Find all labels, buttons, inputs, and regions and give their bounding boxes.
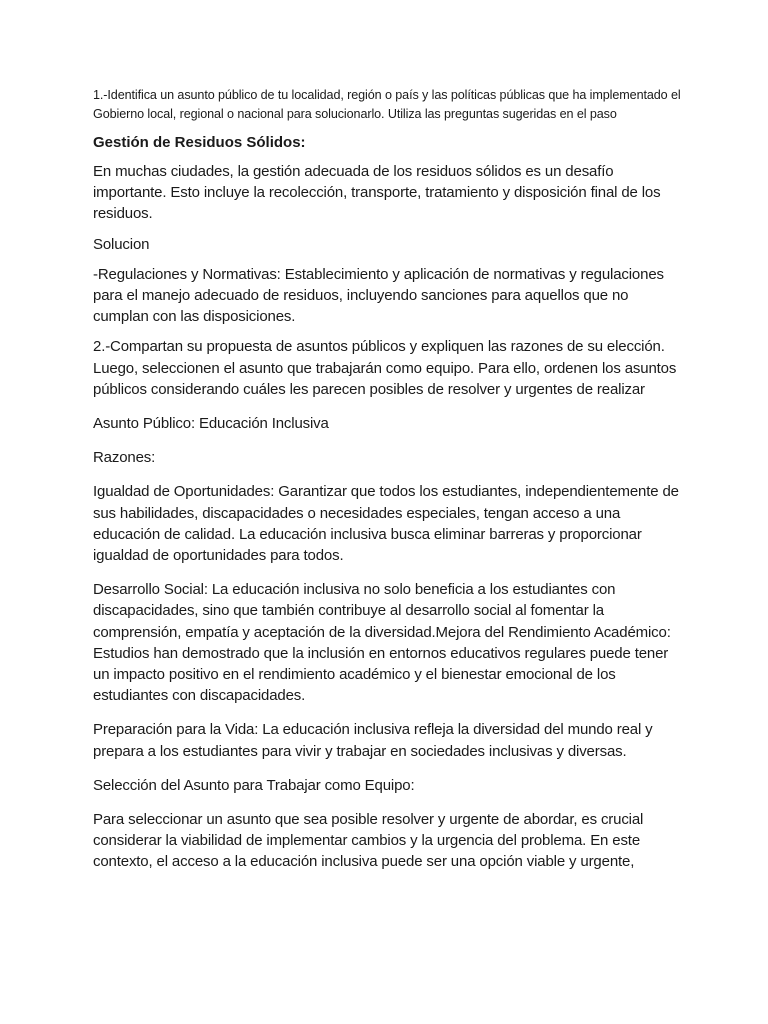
paragraph-question-2: 2.-Compartan su propuesta de asuntos públicos y expliquen las razones de su elección. Luego, seleccionen el asunto que trabajarán como equipo. Para ello, ordenen los asuntos públicos considerando cuáles les parecen posibles de resolver y urgentes de realizar [93, 338, 677, 398]
paragraph-equal-opportunities: Igualdad de Oportunidades: Garantizar que todos los estudiantes, independientemente de sus habilidades, discapacidades o necesidades especiales, tengan acceso a una educación de calidad. La educación inclusiva busca eliminar barreras y proporcionar igualdad de oportunidades para todos. [93, 483, 679, 565]
paragraph-public-issue: Asunto Público: Educación Inclusiva [93, 415, 329, 433]
section-heading: Gestión de Residuos Sólidos: [93, 134, 306, 151]
intro-question: 1.-Identifica un asunto público de tu localidad, región o país y las políticas públicas que ha implementado el Gobierno local, regional o nacional para solucionarlo. Utiliza las preguntas sugeridas en el paso [93, 88, 681, 121]
paragraph-life-preparation: Preparación para la Vida: La educación inclusiva refleja la diversidad del mundo real y prepara a los estudiantes para vivir y trabajar en sociedades inclusivas y diversas. [93, 721, 653, 760]
paragraph-selection-label: Selección del Asunto para Trabajar como Equipo: [93, 776, 415, 794]
paragraph-social-development: Desarrollo Social: La educación inclusiva no solo beneficia a los estudiantes con discapacidades, sino que también contribuye al desarrollo social al fomentar la comprensión, empatía y aceptación de la diversidad.Mejora del Rendimiento Académico: Estudios han demostrado que la inclusión en entornos educativos regulares puede tener un impacto positivo en el rendimiento académico y el bienestar emocional de los estudiantes con discapacidades. [93, 581, 671, 705]
paragraph-regulations: -Regulaciones y Normativas: Establecimiento y aplicación de normativas y regulaciones para el manejo adecuado de residuos, incluyendo sanciones para aquellos que no cumplan con las disposiciones. [93, 265, 664, 326]
paragraph-waste-challenge: En muchas ciudades, la gestión adecuada de los residuos sólidos es un desafío importante. Esto incluye la recolección, transporte, tratamiento y disposición final de los residuos. [93, 163, 661, 223]
paragraph-solution-label: Solucion [93, 235, 150, 253]
paragraph-reasons-label: Razones: [93, 449, 156, 467]
paragraph-selection-text: Para seleccionar un asunto que sea posible resolver y urgente de abordar, es crucial considerar la viabilidad de implementar cambios y la urgencia del problema. En este contexto, el acceso a la educación inclusiva puede ser una opción viable y urgente, [93, 811, 644, 871]
document-page [93, 86, 683, 882]
